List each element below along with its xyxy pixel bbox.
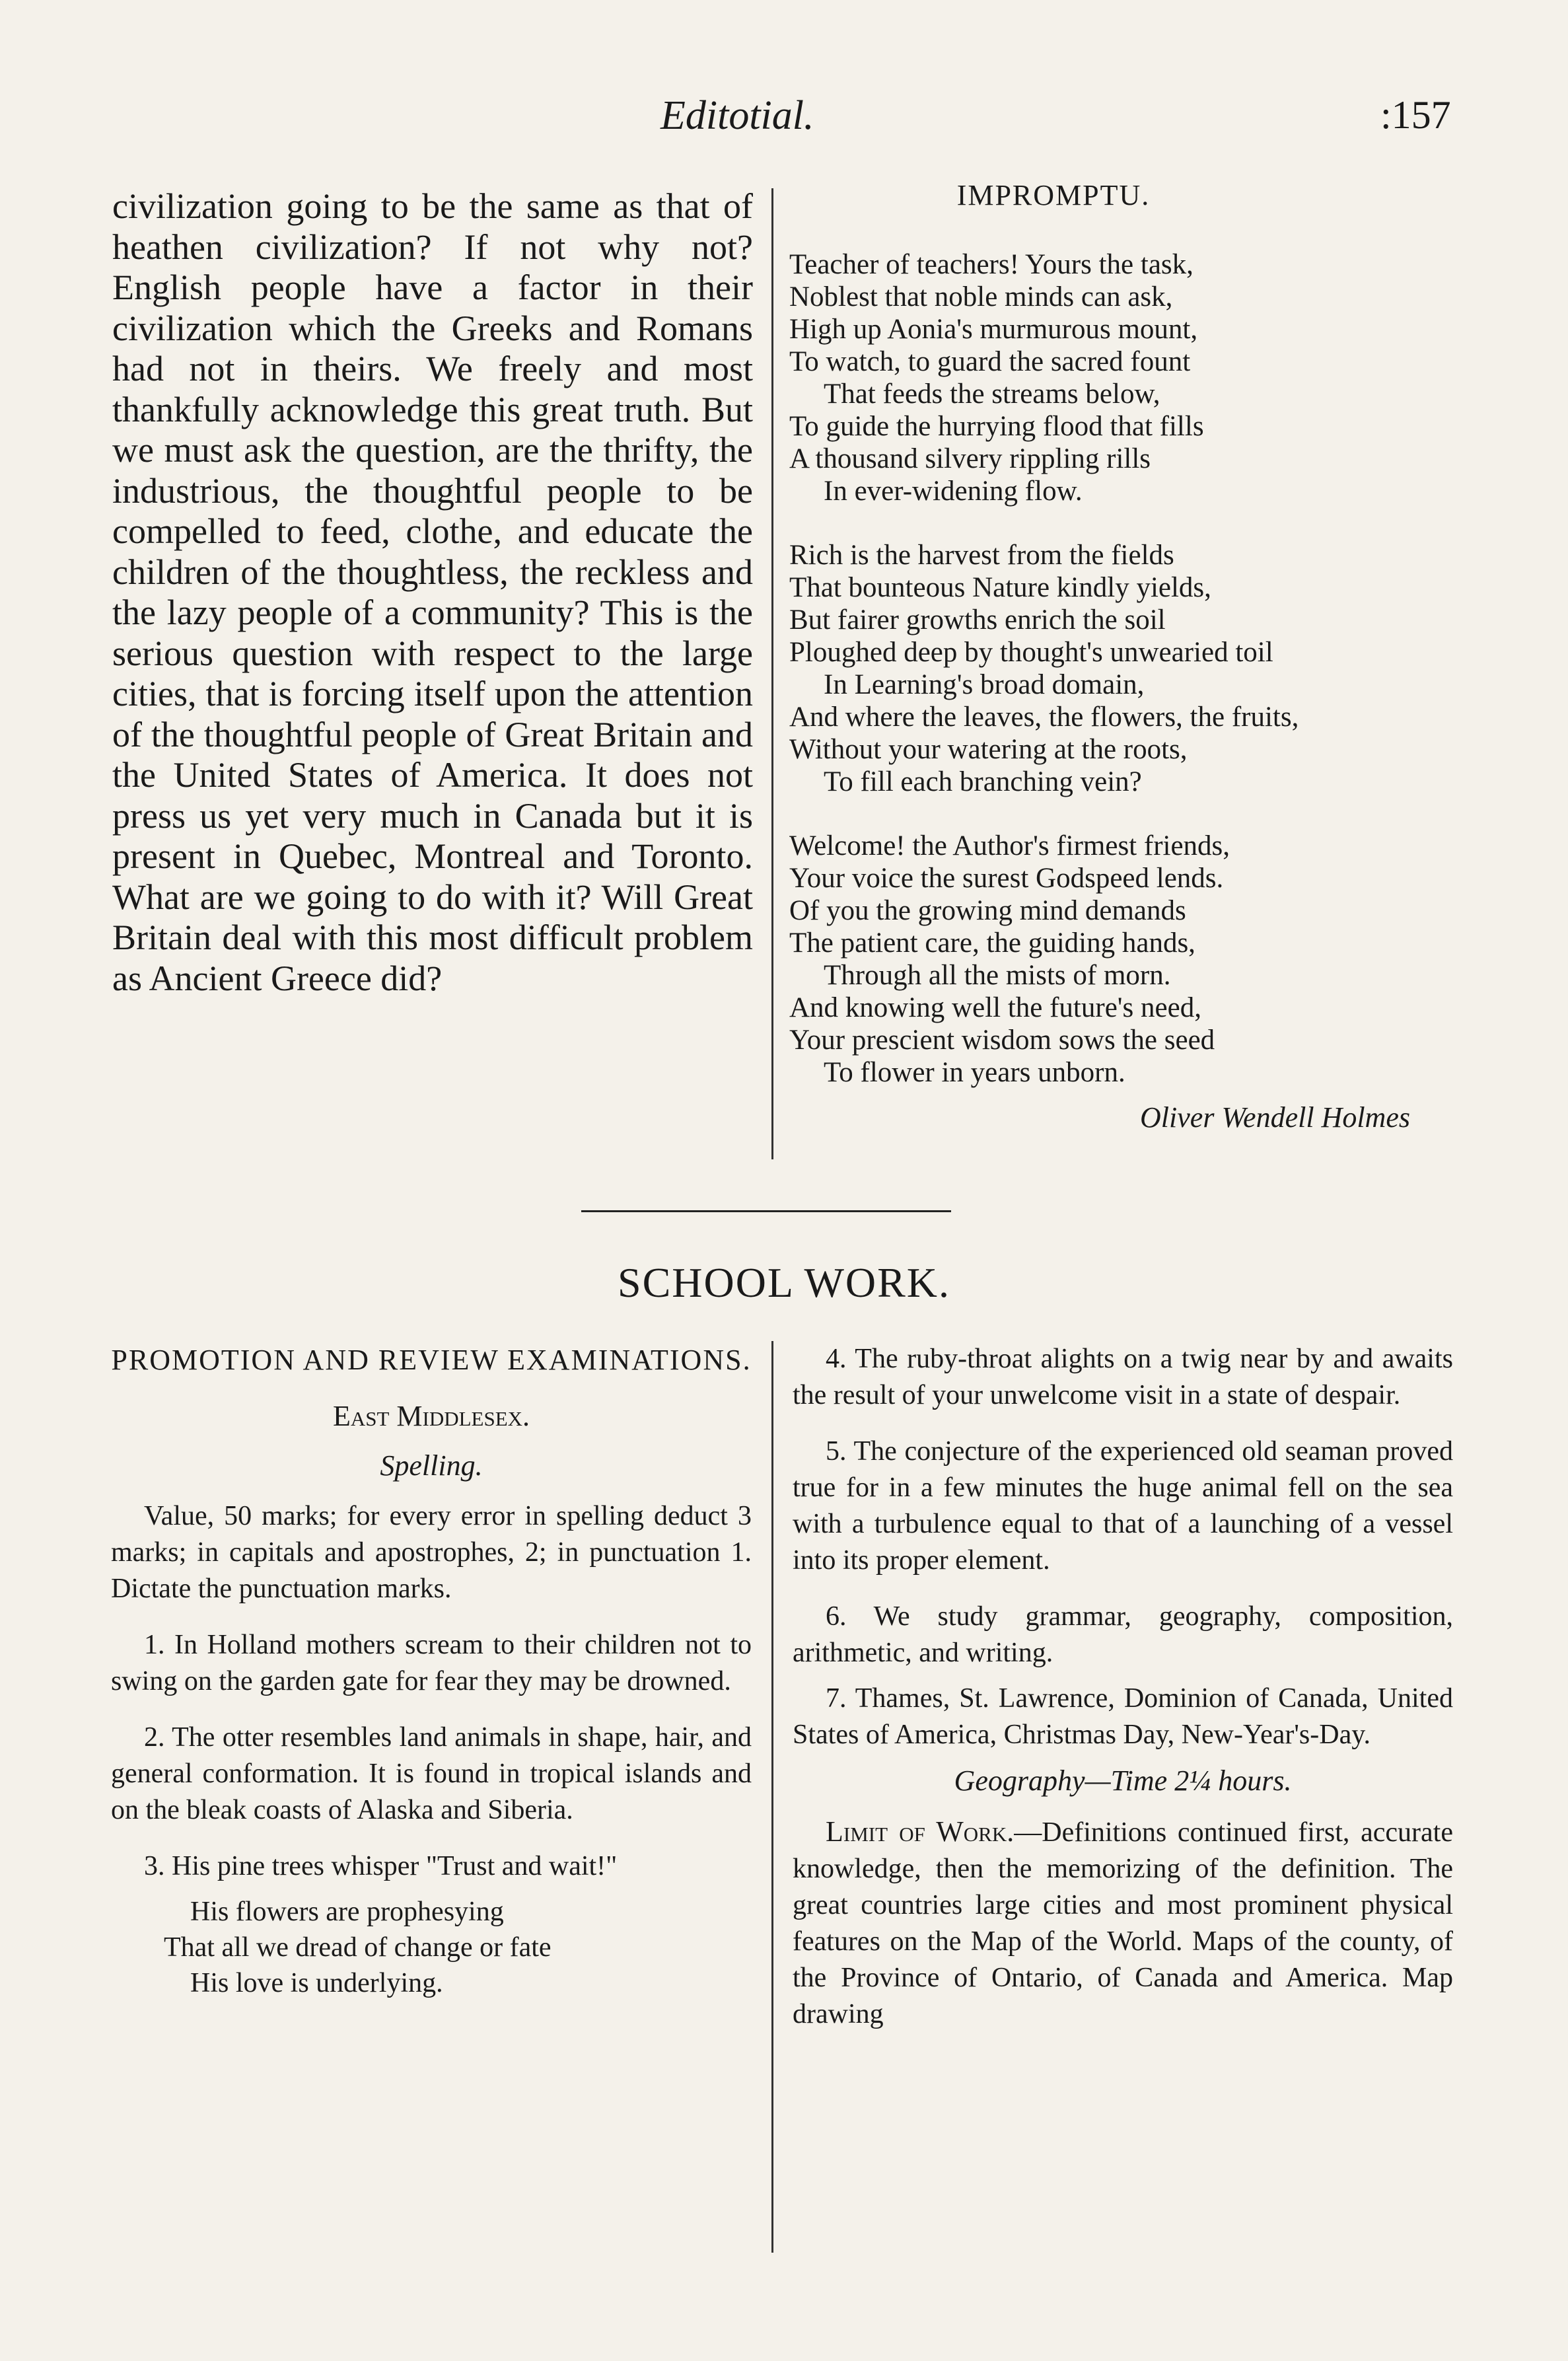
verse-line: That all we dread of change or fate xyxy=(164,1932,552,1963)
poem-title: IMPROMPTU. xyxy=(956,179,1151,211)
exam-heading: PROMOTION AND REVIEW EXAMINATIONS. xyxy=(111,1344,752,1376)
spelling-item-3: 3. His pine trees whisper "Trust and wait!" xyxy=(144,1851,618,1881)
section-rule xyxy=(581,1210,951,1212)
poem-line: Welcome! the Author's firmest friends, xyxy=(789,830,1230,861)
item-3-verse xyxy=(111,1894,752,2001)
running-header: Editotial. xyxy=(660,93,814,138)
poem-line: Teacher of teachers! Yours the task, xyxy=(789,249,1194,280)
geography-limit-of-work xyxy=(793,1813,1453,2033)
spelling-item-7: 7. Thames, St. Lawrence, Dominion of Canada, United States of America, Christmas Day, New-Year's-Day. xyxy=(793,1683,1453,1750)
school-work-left-column xyxy=(111,1341,752,2001)
spelling-item-1: 1. In Holland mothers scream to their children not to swing on the garden gate for fear they may be drowned. xyxy=(111,1630,752,1696)
poem-line: To guide the hurrying flood that fills xyxy=(789,411,1204,442)
poem-line: Through all the mists of morn. xyxy=(824,960,1171,991)
poem xyxy=(789,178,1450,1134)
poem-line: Your prescient wisdom sows the seed xyxy=(789,1025,1215,1056)
poem-line: In ever-widening flow. xyxy=(824,476,1083,507)
poem-line: To fill each branching vein? xyxy=(824,766,1142,797)
poem-line: Rich is the harvest from the fields xyxy=(789,540,1174,571)
poem-line: Of you the growing mind demands xyxy=(789,895,1186,926)
editorial-paragraph: civilization going to be the same as that of heathen civilization? If not why not? English people have a factor in their civilization which the Greeks and Romans had not in theirs. We freely and most thankfully acknowledge this great truth. But we must ask the question, are the thrifty, the industrious, the thoughtful people to be compelled to feed, clothe, and educate the children of the thoughtless, the reckless and the lazy people of a community? This is the serious question with respect to the large cities, that is forcing itself upon the attention of the thoughtful people of Great Britain and the United States of America. It does not press us yet very much in Canada but it is present in Quebec, Montreal and Toronto. What are we going to do with it? Will Great Britain deal with this most difficult problem as Ancient Greece did? xyxy=(112,186,753,998)
poem-line: The patient care, the guiding hands, xyxy=(789,927,1195,959)
poem-author: Oliver Wendell Holmes xyxy=(1140,1101,1410,1134)
poem-line: That feeds the streams below, xyxy=(824,379,1160,410)
poem-stanza xyxy=(789,830,1450,1089)
spelling-item-2: 2. The otter resembles land animals in shape, hair, and general conformation. It is found in tropical islands and on the bleak coasts of Alaska and Siberia. xyxy=(111,1722,752,1825)
column-divider-bottom xyxy=(771,1341,773,2253)
district-subheading: East Middlesex. xyxy=(332,1400,530,1432)
poem-stanza xyxy=(789,539,1450,798)
spelling-item-4: 4. The ruby-throat alights on a twig near by and awaits the result of your unwelcome visit in a state of despair. xyxy=(793,1344,1453,1410)
spelling-item-5: 5. The conjecture of the experienced old seaman proved true for in a few minutes the huge animal fell on the sea with a turbulence equal to that of a launching of a vessel into its proper element. xyxy=(793,1436,1453,1576)
limit-text: —Definitions continued first, accurate knowledge, then the memorizing of the definition. The great countries large cities and most prominent physical features on the Map of the World. Maps of the county, of the Province of Ontario, of Canada and America. Map drawing xyxy=(793,1817,1453,2029)
poem-line: High up Aonia's murmurous mount, xyxy=(789,314,1198,345)
section-title: SCHOOL WORK. xyxy=(617,1259,951,1306)
poem-line: But fairer growths enrich the soil xyxy=(789,604,1166,636)
verse-line: His flowers are prophesying xyxy=(190,1897,504,1927)
geography-heading: Geography—Time 2¼ hours. xyxy=(954,1764,1292,1797)
poem-line: In Learning's broad domain, xyxy=(824,669,1145,700)
poem-line: That bounteous Nature kindly yields, xyxy=(789,572,1211,603)
poem-stanza xyxy=(789,248,1450,507)
school-work-right-column xyxy=(793,1341,1453,2052)
spelling-instructions: Value, 50 marks; for every error in spelling deduct 3 marks; in capitals and apostrophes, 2; in punctuation 1. Dictate the punctuation marks. xyxy=(111,1501,752,1604)
poem-line: A thousand silvery rippling rills xyxy=(789,443,1151,474)
spelling-heading: Spelling. xyxy=(380,1449,483,1482)
poem-line: And knowing well the future's need, xyxy=(789,992,1201,1023)
poem-line: Ploughed deep by thought's unwearied toil xyxy=(789,637,1273,668)
page-number: :157 xyxy=(1380,93,1451,137)
spelling-item-6: 6. We study grammar, geography, composition, arithmetic, and writing. xyxy=(793,1601,1453,1668)
poem-line: Without your watering at the roots, xyxy=(789,734,1188,765)
poem-line: Noblest that noble minds can ask, xyxy=(789,281,1173,312)
poem-line: And where the leaves, the flowers, the fruits, xyxy=(789,702,1299,733)
limit-label: Limit of Work. xyxy=(826,1815,1015,1848)
verse-line: His love is underlying. xyxy=(190,1968,443,1998)
column-divider-top xyxy=(771,188,773,1159)
poem-line: Your voice the surest Godspeed lends. xyxy=(789,863,1224,894)
poem-line: To flower in years unborn. xyxy=(824,1057,1125,1088)
editorial-column xyxy=(112,186,753,999)
poem-line: To watch, to guard the sacred fount xyxy=(789,346,1191,377)
